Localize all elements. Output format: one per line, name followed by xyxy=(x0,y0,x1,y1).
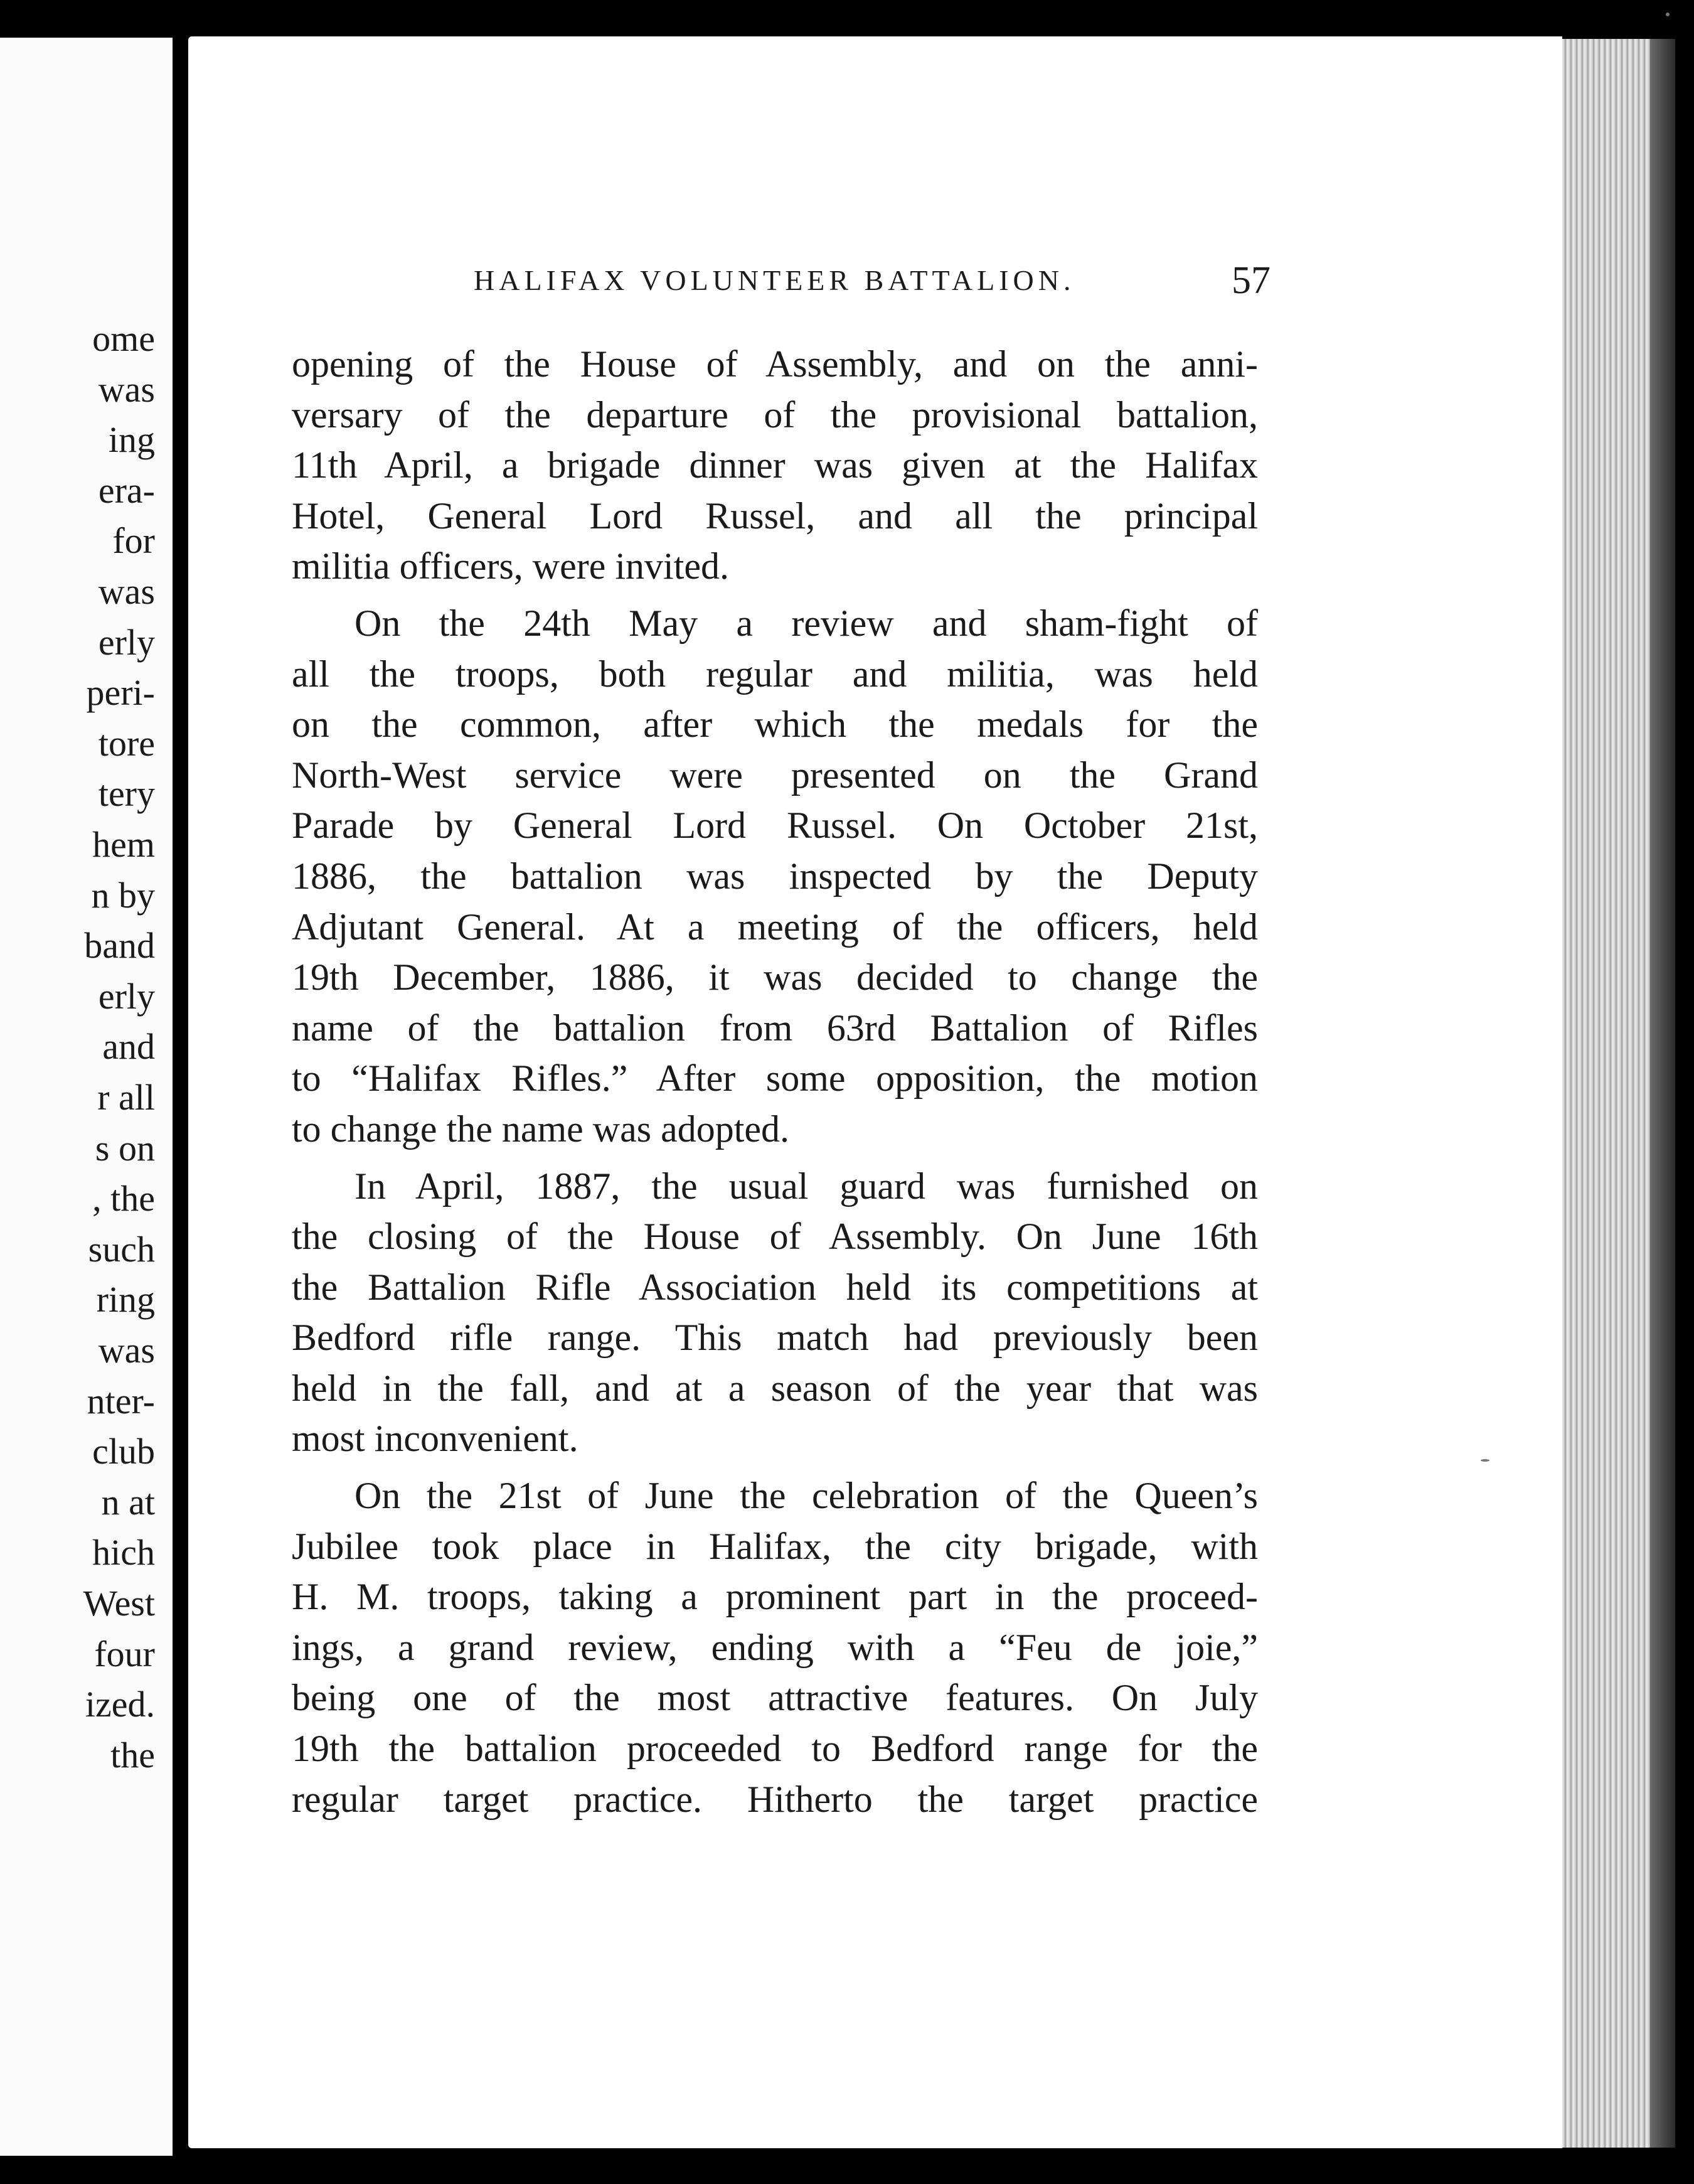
left-page-fragment: tery xyxy=(98,773,155,815)
page-number: 57 xyxy=(1232,259,1270,302)
text-line: held in the fall, and at a season of the year that was xyxy=(292,1367,1258,1409)
left-page-fragment: nter- xyxy=(87,1380,155,1421)
text-line: 1886, the battalion was inspected by the Deputy xyxy=(292,855,1258,897)
text-line: Hotel, General Lord Russel, and all the principal xyxy=(292,495,1258,537)
running-head xyxy=(474,259,1270,314)
left-page-fragment: band xyxy=(84,925,155,966)
left-page-fragment: peri- xyxy=(86,672,155,714)
left-page-fragment: for xyxy=(112,520,155,562)
text-line: the closing of the House of Assembly. On June 16th xyxy=(292,1216,1258,1258)
text-line: being one of the most attractive features. On July xyxy=(292,1677,1258,1719)
left-page-fragment: s on xyxy=(95,1127,155,1169)
text-line: H. M. troops, taking a prominent part in the proceed- xyxy=(292,1576,1258,1618)
left-page-fragment: ized. xyxy=(85,1684,155,1725)
left-page-fragment: West xyxy=(83,1583,155,1624)
left-page-fragment: erly xyxy=(98,621,155,663)
text-line: the Battalion Rifle Association held its competitions at xyxy=(292,1266,1258,1308)
body-text xyxy=(292,339,1258,1824)
left-page-fragment: tore xyxy=(98,722,155,764)
text-line: all the troops, both regular and militia, was held xyxy=(292,653,1258,695)
paragraph-gap xyxy=(292,592,1258,598)
text-line: Bedford rifle range. This match had previously been xyxy=(292,1317,1258,1359)
left-page-fragment: the xyxy=(110,1734,155,1775)
left-page-fragment: was xyxy=(98,571,155,612)
left-page-fragment: era- xyxy=(98,469,155,511)
text-line: most inconvenient. xyxy=(292,1418,578,1460)
text-line: In April, 1887, the usual guard was furnished on xyxy=(354,1165,1258,1207)
text-line: ings, a grand review, ending with a “Feu de joie,” xyxy=(292,1626,1258,1668)
left-page-fragment: ing xyxy=(108,419,155,461)
text-line: On the 21st of June the celebration of the Queen’s xyxy=(354,1475,1258,1517)
text-line: militia officers, were invited. xyxy=(292,545,730,587)
left-page-fragment: hich xyxy=(92,1532,155,1573)
text-line: 11th April, a brigade dinner was given at the Halifax xyxy=(292,444,1258,486)
left-page-fragment: was xyxy=(98,368,155,410)
left-page-fragment: ring xyxy=(96,1279,155,1320)
left-page-fragment: was xyxy=(98,1330,155,1371)
left-page-fragment: erly xyxy=(98,975,155,1017)
text-line: to change the name was adopted. xyxy=(292,1108,790,1150)
text-line: 19th December, 1886, it was decided to change the xyxy=(292,956,1258,998)
text-line: North-West service were presented on the Grand xyxy=(292,754,1258,796)
left-page-fragment: such xyxy=(88,1228,155,1270)
text-line: opening of the House of Assembly, and on the anni- xyxy=(292,343,1258,385)
left-page-fragment: n at xyxy=(101,1481,155,1523)
left-page-fragment: four xyxy=(94,1633,155,1674)
paragraph xyxy=(292,339,1258,592)
text-line: Adjutant General. At a meeting of the officers, held xyxy=(292,906,1258,948)
text-line: versary of the departure of the provisional battalion, xyxy=(292,393,1258,436)
text-line: Parade by General Lord Russel. On October 21st, xyxy=(292,805,1258,847)
left-page-fragment: , the xyxy=(92,1178,155,1219)
text-line: to “Halifax Rifles.” After some opposition, the motion xyxy=(292,1057,1258,1100)
left-page-fragment: ome xyxy=(92,318,155,359)
left-page-fragment: n by xyxy=(91,874,155,916)
text-line: regular target practice. Hitherto the target practice xyxy=(292,1778,1258,1820)
text-line: On the 24th May a review and sham-fight of xyxy=(354,602,1258,644)
left-page-fragment: hem xyxy=(92,824,155,865)
left-page-fragment: and xyxy=(102,1026,155,1068)
left-page-fragment: r all xyxy=(97,1077,155,1118)
text-line: name of the battalion from 63rd Battalion of Rifles xyxy=(292,1007,1258,1049)
paragraph-gap xyxy=(292,1155,1258,1161)
text-line: 19th the battalion proceeded to Bedford range for the xyxy=(292,1728,1258,1770)
paragraph xyxy=(292,1161,1258,1465)
scan-speck xyxy=(1666,13,1670,16)
left-page-fragment: club xyxy=(92,1431,155,1472)
paragraph xyxy=(292,1470,1258,1824)
scan-speck xyxy=(1481,1459,1489,1462)
text-line: on the common, after which the medals for the xyxy=(292,704,1258,746)
text-line: Jubilee took place in Halifax, the city brigade, with xyxy=(292,1525,1258,1567)
paragraph-gap xyxy=(292,1464,1258,1470)
page-edges xyxy=(1562,39,1675,2148)
running-title: HALIFAX VOLUNTEER BATTALION. xyxy=(474,264,1075,296)
paragraph xyxy=(292,598,1258,1155)
previous-page-strip xyxy=(0,38,173,2156)
